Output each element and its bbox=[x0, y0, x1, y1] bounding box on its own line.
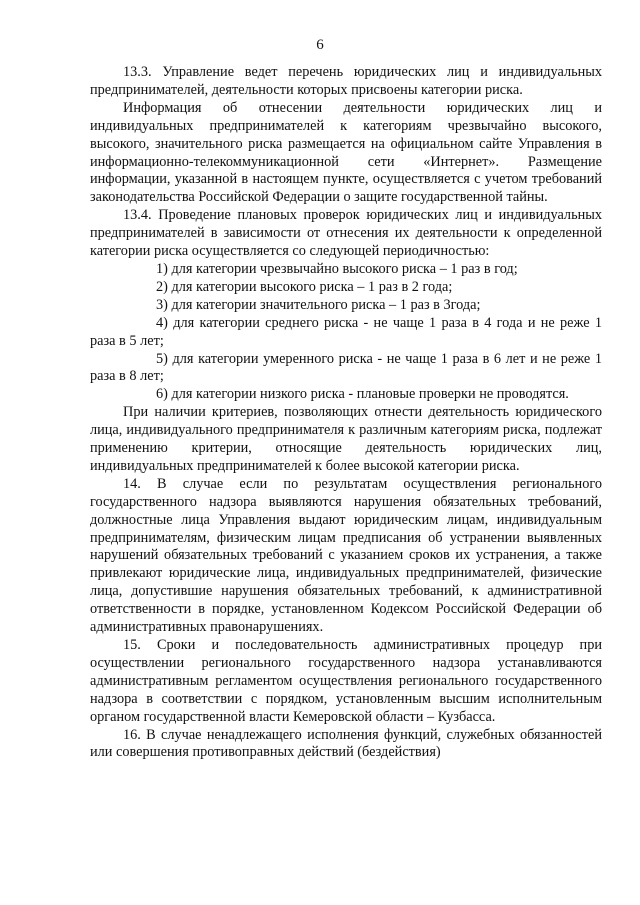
list-item-number: 4) bbox=[156, 314, 168, 331]
list-item bbox=[90, 279, 602, 297]
list-item bbox=[90, 315, 602, 351]
paragraph-14: 14. В случае если по результатам осуществления регионального государственного надзора выявляются нарушения обязательных требований, должностные лица Управления выдают юридическим лицам, индивидуальным предпринимателям, физическим лицам предписания об устранении выявленных нарушений обязательных требований с указанием сроков их устранения, а также привлекают юридические лица, индивидуальных предпринимателей, физические лица, допустившие нарушения обязательных требований, к административной ответственности в порядке, установленном Кодексом Российской Федерации об административных правонарушениях. bbox=[90, 475, 602, 636]
paragraph-13-4-intro: 13.4. Проведение плановых проверок юридических лиц и индивидуальных предпринимателей в зависимости от отнесения их деятельности к определенной категории риска осуществляется со следующей периодичностью: bbox=[90, 207, 602, 260]
list-item-number: 6) bbox=[156, 386, 168, 403]
paragraph-16: 16. В случае ненадлежащего исполнения функций, служебных обязанностей или совершения противоправных действий (бездействия) bbox=[90, 726, 602, 761]
list-item-text: для категории значительного риска – 1 раз в 3года; bbox=[171, 296, 481, 313]
paragraph-13-3: 13.3. Управление ведет перечень юридических лиц и индивидуальных предпринимателей, деятельности которых присвоены категории риска. bbox=[90, 64, 602, 98]
list-item-number: 3) bbox=[156, 296, 168, 313]
list-item-text: для категории высокого риска – 1 раз в 2 года; bbox=[171, 278, 453, 295]
paragraph-13-4-criteria: При наличии критериев, позволяющих отнести деятельность юридического лица, индивидуального предпринимателя к различным категориям риска, подлежат применению критерии, относящие деятельность юридических лиц, индивидуальных предпринимателей к более высокой категории риска. bbox=[90, 404, 602, 474]
list-item-number: 2) bbox=[156, 278, 168, 295]
list-item bbox=[90, 386, 602, 404]
list-item bbox=[90, 297, 602, 315]
list-item-text: для категории умеренного риска - не чаще 1 раза в 6 лет и не реже 1 раза в 8 лет; bbox=[90, 350, 603, 385]
paragraph-15: 15. Сроки и последовательность административных процедур при осуществлении регионального государственного надзора устанавливаются административным регламентом осуществления регионального государственного надзора в соответствии с порядком, установленным высшим исполнительным органом государственной власти Кемеровской области – Кузбасса. bbox=[90, 637, 602, 725]
list-item bbox=[90, 351, 602, 387]
list-item-text: для категории среднего риска - не чаще 1 раза в 4 года и не реже 1 раза в 5 лет; bbox=[90, 314, 602, 349]
page-number: 6 bbox=[316, 37, 324, 53]
list-item-number: 5) bbox=[156, 350, 168, 367]
list-item-text: для категории чрезвычайно высокого риска – 1 раз в год; bbox=[171, 260, 518, 277]
list-item bbox=[90, 261, 602, 279]
document-body bbox=[90, 64, 602, 762]
list-item-number: 1) bbox=[156, 260, 168, 277]
list-item-text: для категории низкого риска - плановые проверки не проводятся. bbox=[171, 386, 569, 403]
paragraph-13-3-info: Информация об отнесении деятельности юридических лиц и индивидуальных предпринимателей к категориям чрезвычайно высокого, высокого, значительного риска размещается на официальном сайте Управления в информационно-телекоммуникационной сети «Интернет». Размещение информации, указанной в настоящем пункте, осуществляется с учетом требований законодательства Российской Федерации о защите государственной тайны. bbox=[90, 99, 602, 206]
